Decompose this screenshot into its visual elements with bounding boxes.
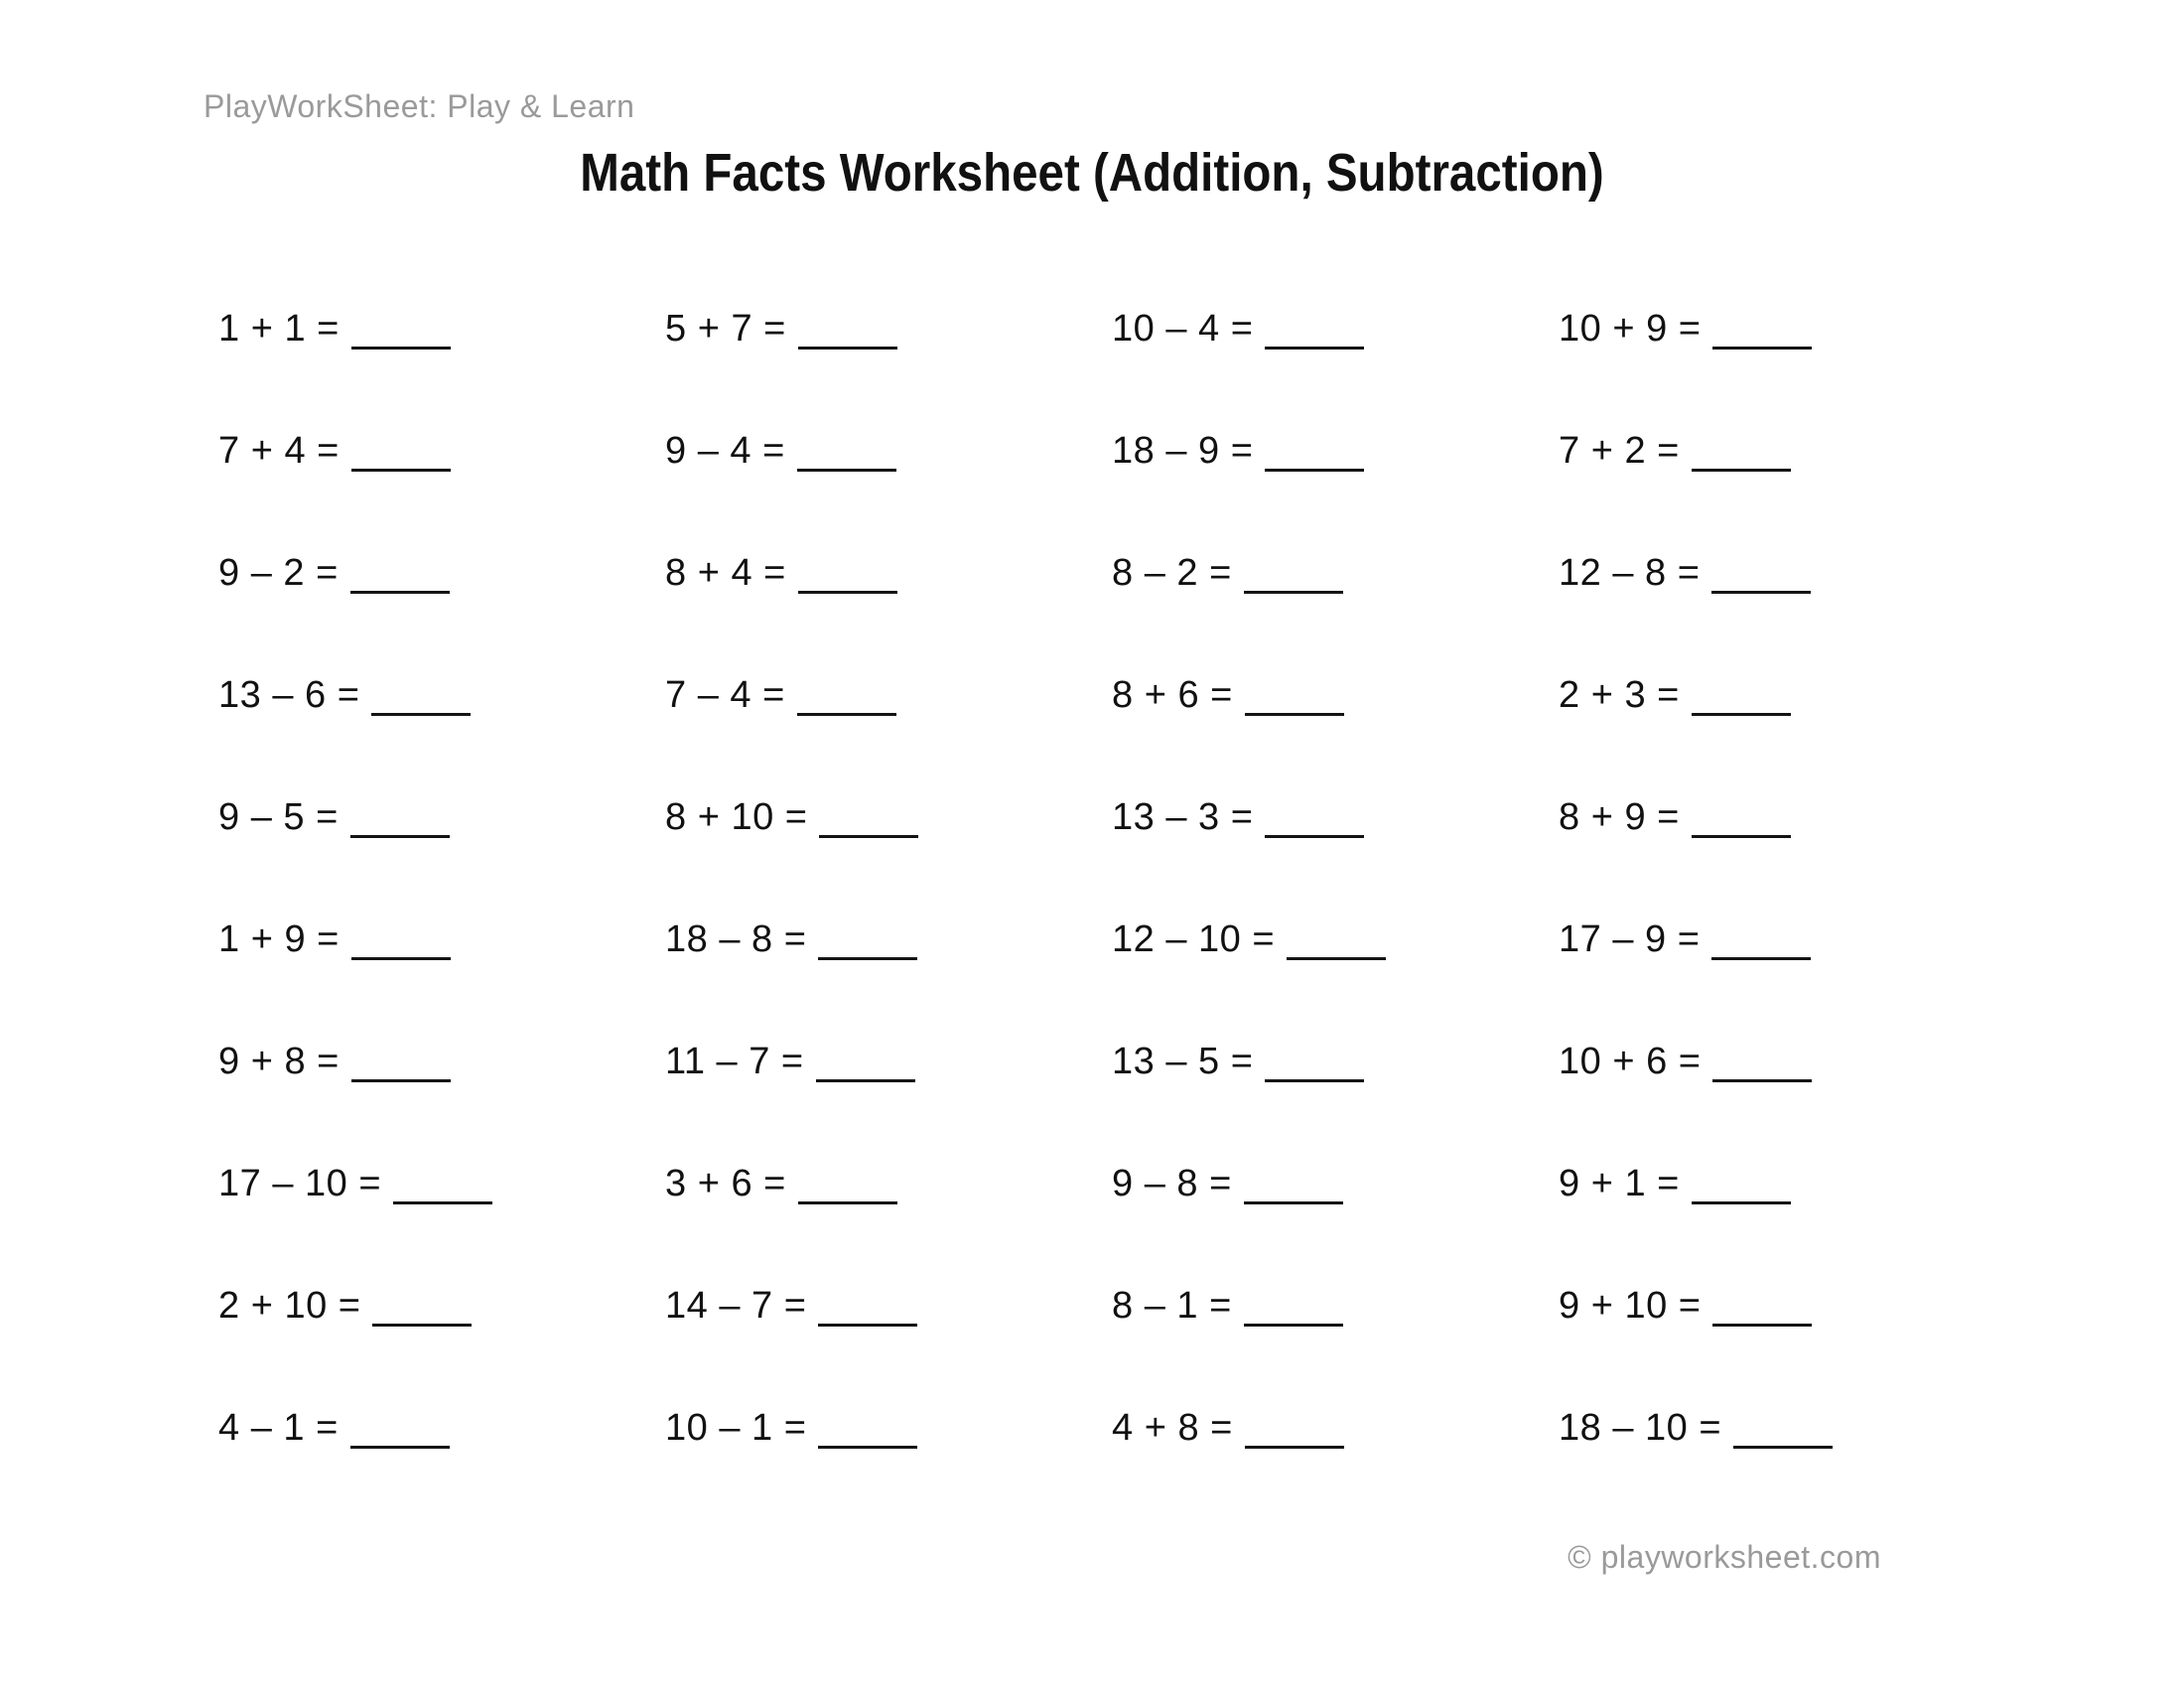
problem-expression: 9 + 1 = bbox=[1559, 1163, 1680, 1204]
answer-blank bbox=[351, 439, 451, 472]
problem bbox=[665, 674, 1112, 796]
problem bbox=[1112, 918, 1559, 1041]
answer-blank bbox=[1712, 1294, 1812, 1327]
answer-blank bbox=[351, 1050, 451, 1082]
answer-blank bbox=[1244, 561, 1343, 594]
problem-expression: 9 – 8 = bbox=[1112, 1163, 1232, 1204]
problem-expression: 10 – 4 = bbox=[1112, 308, 1254, 350]
answer-blank bbox=[1733, 1416, 1833, 1449]
answer-blank bbox=[1692, 683, 1791, 716]
problem-expression: 18 – 10 = bbox=[1559, 1407, 1722, 1449]
problem bbox=[218, 1041, 665, 1163]
answer-blank bbox=[1712, 1050, 1812, 1082]
answer-blank bbox=[1245, 683, 1344, 716]
answer-blank bbox=[818, 927, 917, 960]
problem bbox=[218, 1407, 665, 1529]
problem-expression: 1 + 9 = bbox=[218, 918, 340, 960]
answer-blank bbox=[1692, 805, 1791, 838]
problem bbox=[1112, 674, 1559, 796]
problem bbox=[218, 1285, 665, 1407]
problem bbox=[218, 430, 665, 552]
problem-expression: 17 – 10 = bbox=[218, 1163, 382, 1204]
problem bbox=[218, 918, 665, 1041]
problem bbox=[1112, 796, 1559, 918]
problem-expression: 4 + 8 = bbox=[1112, 1407, 1233, 1449]
problem-expression: 17 – 9 = bbox=[1559, 918, 1701, 960]
problem-expression: 8 – 2 = bbox=[1112, 552, 1232, 594]
page-title: Math Facts Worksheet (Addition, Subtraction) bbox=[580, 143, 1604, 203]
problem-expression: 13 – 3 = bbox=[1112, 796, 1254, 838]
answer-blank bbox=[351, 317, 451, 350]
problem bbox=[218, 552, 665, 674]
problem-expression: 10 + 6 = bbox=[1559, 1041, 1702, 1082]
problem bbox=[1112, 552, 1559, 674]
answer-blank bbox=[1244, 1172, 1343, 1204]
problem bbox=[665, 1041, 1112, 1163]
answer-blank bbox=[797, 683, 896, 716]
problem bbox=[665, 308, 1112, 430]
answer-blank bbox=[797, 439, 896, 472]
problem-expression: 7 + 4 = bbox=[218, 430, 340, 472]
problem-expression: 10 – 1 = bbox=[665, 1407, 807, 1449]
problem-expression: 7 + 2 = bbox=[1559, 430, 1680, 472]
problem bbox=[665, 1163, 1112, 1285]
problem-expression: 4 – 1 = bbox=[218, 1407, 339, 1449]
answer-blank bbox=[350, 805, 450, 838]
problem-expression: 5 + 7 = bbox=[665, 308, 786, 350]
problem bbox=[665, 1407, 1112, 1529]
problem bbox=[1112, 1285, 1559, 1407]
problem bbox=[1559, 796, 2005, 918]
problem bbox=[218, 674, 665, 796]
problem-expression: 8 + 9 = bbox=[1559, 796, 1680, 838]
problem bbox=[665, 796, 1112, 918]
answer-blank bbox=[1265, 439, 1364, 472]
problem-expression: 8 + 6 = bbox=[1112, 674, 1233, 716]
problem-expression: 1 + 1 = bbox=[218, 308, 340, 350]
problem-expression: 2 + 10 = bbox=[218, 1285, 361, 1327]
answer-blank bbox=[1265, 1050, 1364, 1082]
problems-grid bbox=[218, 308, 2005, 1529]
problem-expression: 18 – 8 = bbox=[665, 918, 807, 960]
problem bbox=[218, 308, 665, 430]
problem bbox=[1559, 1407, 2005, 1529]
answer-blank bbox=[798, 317, 897, 350]
answer-blank bbox=[819, 805, 918, 838]
problem-expression: 3 + 6 = bbox=[665, 1163, 786, 1204]
problem bbox=[665, 918, 1112, 1041]
answer-blank bbox=[818, 1416, 917, 1449]
answer-blank bbox=[1711, 927, 1811, 960]
problem-expression: 7 – 4 = bbox=[665, 674, 785, 716]
answer-blank bbox=[371, 683, 471, 716]
problem-expression: 9 + 10 = bbox=[1559, 1285, 1702, 1327]
problem-expression: 18 – 9 = bbox=[1112, 430, 1254, 472]
problem bbox=[218, 796, 665, 918]
answer-blank bbox=[351, 927, 451, 960]
problem bbox=[1559, 1041, 2005, 1163]
problem bbox=[1112, 308, 1559, 430]
problem bbox=[1559, 918, 2005, 1041]
problem-expression: 8 + 10 = bbox=[665, 796, 808, 838]
problem bbox=[1112, 430, 1559, 552]
answer-blank bbox=[372, 1294, 472, 1327]
answer-blank bbox=[798, 561, 897, 594]
answer-blank bbox=[1265, 805, 1364, 838]
answer-blank bbox=[350, 561, 450, 594]
problem bbox=[1559, 552, 2005, 674]
answer-blank bbox=[818, 1294, 917, 1327]
problem bbox=[665, 552, 1112, 674]
problem-expression: 8 – 1 = bbox=[1112, 1285, 1232, 1327]
problem bbox=[1559, 308, 2005, 430]
answer-blank bbox=[816, 1050, 915, 1082]
problem-expression: 11 – 7 = bbox=[665, 1041, 804, 1082]
answer-blank bbox=[1692, 1172, 1791, 1204]
answer-blank bbox=[1265, 317, 1364, 350]
problem bbox=[665, 430, 1112, 552]
problem bbox=[1559, 1163, 2005, 1285]
problem bbox=[1559, 430, 2005, 552]
answer-blank bbox=[798, 1172, 897, 1204]
problem-expression: 8 + 4 = bbox=[665, 552, 786, 594]
problem bbox=[665, 1285, 1112, 1407]
problem-expression: 13 – 6 = bbox=[218, 674, 360, 716]
problem-expression: 12 – 8 = bbox=[1559, 552, 1701, 594]
problem-expression: 13 – 5 = bbox=[1112, 1041, 1254, 1082]
problem-expression: 9 + 8 = bbox=[218, 1041, 340, 1082]
footer-credit: © playworksheet.com bbox=[1568, 1539, 1881, 1575]
problem-expression: 10 + 9 = bbox=[1559, 308, 1702, 350]
problem bbox=[1112, 1041, 1559, 1163]
answer-blank bbox=[393, 1172, 492, 1204]
answer-blank bbox=[1711, 561, 1811, 594]
problem-expression: 12 – 10 = bbox=[1112, 918, 1276, 960]
answer-blank bbox=[1712, 317, 1812, 350]
problem-expression: 14 – 7 = bbox=[665, 1285, 807, 1327]
problem bbox=[218, 1163, 665, 1285]
brand-header: PlayWorkSheet: Play & Learn bbox=[204, 88, 635, 124]
problem bbox=[1559, 674, 2005, 796]
problem bbox=[1559, 1285, 2005, 1407]
answer-blank bbox=[1244, 1294, 1343, 1327]
answer-blank bbox=[1245, 1416, 1344, 1449]
problem-expression: 9 – 5 = bbox=[218, 796, 339, 838]
problem bbox=[1112, 1163, 1559, 1285]
problem-expression: 2 + 3 = bbox=[1559, 674, 1680, 716]
answer-blank bbox=[1692, 439, 1791, 472]
answer-blank bbox=[350, 1416, 450, 1449]
answer-blank bbox=[1287, 927, 1386, 960]
problem-expression: 9 – 2 = bbox=[218, 552, 339, 594]
problem bbox=[1112, 1407, 1559, 1529]
problem-expression: 9 – 4 = bbox=[665, 430, 785, 472]
